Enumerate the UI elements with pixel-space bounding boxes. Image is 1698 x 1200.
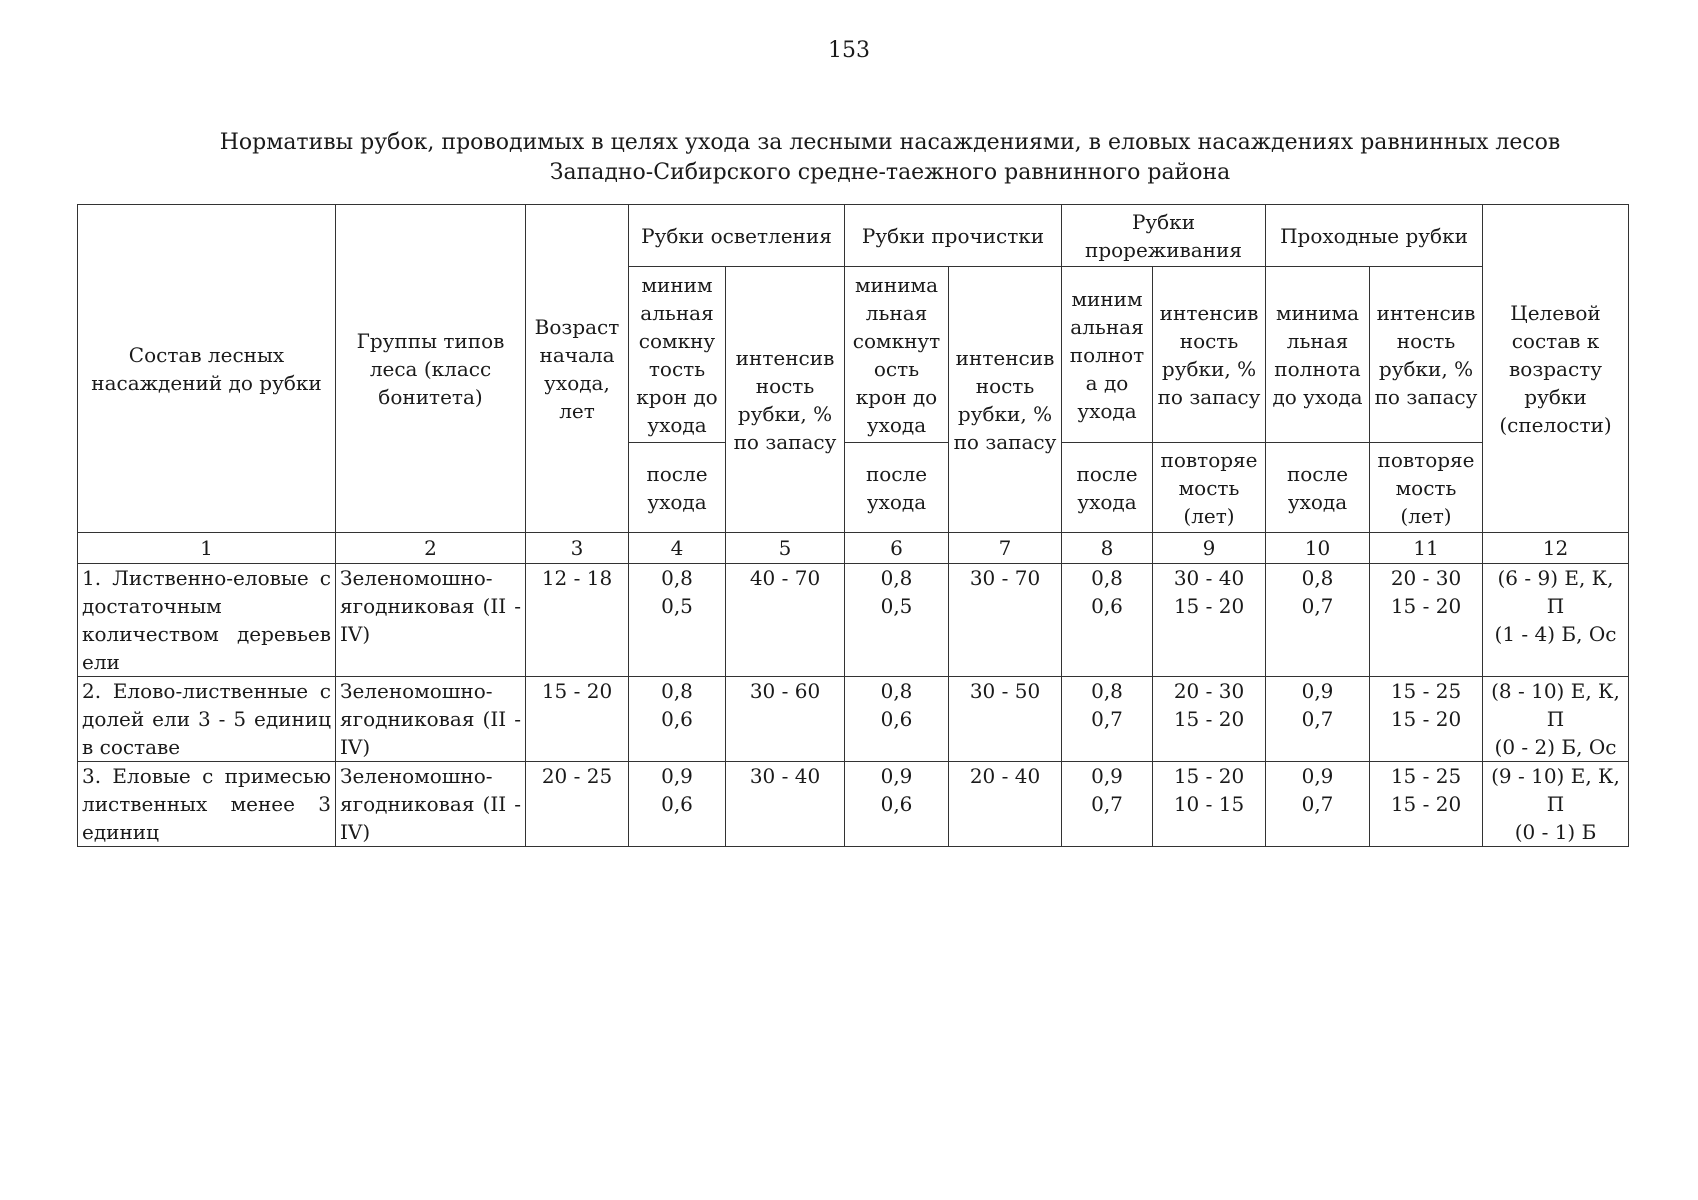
cell-c12-admix: (1 - 4) Б, Ос xyxy=(1494,622,1617,646)
table-title xyxy=(180,128,1600,188)
cell-c4-after: 0,5 xyxy=(661,594,693,618)
cell-c7: 30 - 50 xyxy=(949,677,1062,762)
header-group-osvetlenie: Рубки осветления xyxy=(629,205,845,267)
cell-c11 xyxy=(1370,762,1483,847)
header-c5: интенсив ность рубки, % по запасу xyxy=(726,267,845,533)
cell-c8 xyxy=(1062,564,1153,677)
cell-c9-intensity: 30 - 40 xyxy=(1173,566,1245,590)
cell-c8-after: 0,6 xyxy=(1091,594,1123,618)
column-number: 9 xyxy=(1153,533,1266,564)
cell-c10-after: 0,7 xyxy=(1301,594,1334,618)
cell-c12-admix: (0 - 2) Б, Ос xyxy=(1494,735,1617,759)
cell-c9-repeat: 10 - 15 xyxy=(1173,792,1245,816)
cell-c9-intensity: 15 - 20 xyxy=(1173,764,1245,788)
cell-c7: 30 - 70 xyxy=(949,564,1062,677)
column-number: 1 xyxy=(78,533,336,564)
cell-c7: 20 - 40 xyxy=(949,762,1062,847)
cell-c4-min: 0,9 xyxy=(661,764,693,788)
cell-c10-min: 0,8 xyxy=(1301,566,1334,590)
cell-c9-repeat: 15 - 20 xyxy=(1173,707,1245,731)
column-number: 11 xyxy=(1370,533,1483,564)
header-c7: интенсив ность рубки, % по запасу xyxy=(949,267,1062,533)
header-c11-top: интенсив ность рубки, % по запасу xyxy=(1370,267,1483,443)
cell-c4 xyxy=(629,564,726,677)
column-number: 8 xyxy=(1062,533,1153,564)
cell-c10 xyxy=(1266,564,1370,677)
table-row xyxy=(78,564,1629,677)
cell-c8-min: 0,8 xyxy=(1091,679,1123,703)
column-number: 12 xyxy=(1483,533,1629,564)
cell-c6 xyxy=(845,677,949,762)
header-group-prohodnye: Проходные рубки xyxy=(1266,205,1483,267)
cell-c11-intensity: 15 - 25 xyxy=(1390,679,1462,703)
header-c8-top: миним альная полнот а до ухода xyxy=(1062,267,1153,443)
cell-c11-repeat: 15 - 20 xyxy=(1390,792,1462,816)
cell-c12 xyxy=(1483,762,1629,847)
cell-c8 xyxy=(1062,762,1153,847)
cell-c5: 40 - 70 xyxy=(726,564,845,677)
cell-c4 xyxy=(629,762,726,847)
cell-forest-group: Зеленомошно-ягодниковая (II - IV) xyxy=(336,762,526,847)
cell-c10-after: 0,7 xyxy=(1301,707,1334,731)
cell-c6-after: 0,6 xyxy=(880,792,913,816)
header-c9-bottom: повторяе мость (лет) xyxy=(1153,443,1266,533)
header-c6-top: минима льная сомкнут ость крон до ухода xyxy=(845,267,949,443)
cell-c8-after: 0,7 xyxy=(1091,707,1123,731)
cell-c12-main: (8 - 10) Е, К, П xyxy=(1491,679,1620,731)
cell-c10-after: 0,7 xyxy=(1301,792,1334,816)
column-number: 4 xyxy=(629,533,726,564)
column-number: 10 xyxy=(1266,533,1370,564)
column-number: 6 xyxy=(845,533,949,564)
cell-c4-min: 0,8 xyxy=(661,679,693,703)
cell-c8-after: 0,7 xyxy=(1091,792,1123,816)
header-c9-top: интенсив ность рубки, % по запасу xyxy=(1153,267,1266,443)
cell-c10 xyxy=(1266,677,1370,762)
header-group-prorezhivanie: Рубки прореживания xyxy=(1062,205,1266,267)
header-c10-top: минима льная полнота до ухода xyxy=(1266,267,1370,443)
cell-c6 xyxy=(845,564,949,677)
cell-c11 xyxy=(1370,564,1483,677)
cell-forest-group: Зеленомошно-ягодниковая (II - IV) xyxy=(336,677,526,762)
cell-c6-after: 0,6 xyxy=(880,707,913,731)
cell-c6-after: 0,5 xyxy=(880,594,913,618)
cell-c9 xyxy=(1153,762,1266,847)
table-row xyxy=(78,762,1629,847)
title-line-2: Западно-Сибирского средне-таежного равнинного района xyxy=(549,160,1231,185)
cell-c5: 30 - 60 xyxy=(726,677,845,762)
cell-c4 xyxy=(629,677,726,762)
header-start-age: Возраст начала ухода, лет xyxy=(526,205,629,533)
header-target-composition: Целевой состав к возрасту рубки (спелости) xyxy=(1483,205,1629,533)
cell-c12-main: (9 - 10) Е, К, П xyxy=(1491,764,1620,816)
cell-c5: 30 - 40 xyxy=(726,762,845,847)
table-row xyxy=(78,677,1629,762)
cell-composition: 2. Елово-лиственные с долей ели 3 - 5 единиц в составе xyxy=(78,677,336,762)
column-numbers-row xyxy=(78,533,1629,564)
cell-c9 xyxy=(1153,677,1266,762)
cell-c8-min: 0,8 xyxy=(1091,566,1123,590)
cell-c11-intensity: 15 - 25 xyxy=(1390,764,1462,788)
column-number: 3 xyxy=(526,533,629,564)
header-c4-top: миним альная сомкну тость крон до ухода xyxy=(629,267,726,443)
column-number: 2 xyxy=(336,533,526,564)
cell-forest-group: Зеленомошно-ягодниковая (II - IV) xyxy=(336,564,526,677)
header-group-prochistka: Рубки прочистки xyxy=(845,205,1062,267)
cell-c9-repeat: 15 - 20 xyxy=(1173,594,1245,618)
cell-c4-min: 0,8 xyxy=(661,566,693,590)
cell-c9-intensity: 20 - 30 xyxy=(1173,679,1245,703)
page-number: 153 xyxy=(828,38,870,63)
header-c10-bottom: после ухода xyxy=(1266,443,1370,533)
cell-c6-min: 0,8 xyxy=(880,679,913,703)
cell-c10 xyxy=(1266,762,1370,847)
header-c11-bottom: повторяе мость (лет) xyxy=(1370,443,1483,533)
cell-c4-after: 0,6 xyxy=(661,707,693,731)
cell-c12 xyxy=(1483,677,1629,762)
cell-c10-min: 0,9 xyxy=(1301,764,1334,788)
title-line-1: Нормативы рубок, проводимых в целях ухода за лесными насаждениями, в еловых насаждениях равнинных лесов xyxy=(219,130,1561,155)
cell-c4-after: 0,6 xyxy=(661,792,693,816)
cell-c12-admix: (0 - 1) Б xyxy=(1514,820,1597,844)
column-number: 7 xyxy=(949,533,1062,564)
cell-c9 xyxy=(1153,564,1266,677)
cell-age: 20 - 25 xyxy=(526,762,629,847)
norms-table xyxy=(77,204,1629,847)
cell-c6-min: 0,8 xyxy=(880,566,913,590)
column-number: 5 xyxy=(726,533,845,564)
cell-c11-repeat: 15 - 20 xyxy=(1390,594,1462,618)
cell-c6-min: 0,9 xyxy=(880,764,913,788)
cell-c11-intensity: 20 - 30 xyxy=(1390,566,1462,590)
cell-c8-min: 0,9 xyxy=(1091,764,1123,788)
cell-c12 xyxy=(1483,564,1629,677)
cell-age: 12 - 18 xyxy=(526,564,629,677)
cell-composition: 3. Еловые с примесью лиственных менее 3 единиц xyxy=(78,762,336,847)
cell-age: 15 - 20 xyxy=(526,677,629,762)
header-c4-bottom: после ухода xyxy=(629,443,726,533)
cell-composition: 1. Лиственно-еловые с достаточным количеством деревьев ели xyxy=(78,564,336,677)
cell-c12-main: (6 - 9) Е, К, П xyxy=(1497,566,1614,618)
cell-c10-min: 0,9 xyxy=(1301,679,1334,703)
header-forest-group: Группы типов леса (класс бонитета) xyxy=(336,205,526,533)
cell-c11 xyxy=(1370,677,1483,762)
header-composition: Состав лесных насаждений до рубки xyxy=(78,205,336,533)
cell-c6 xyxy=(845,762,949,847)
cell-c8 xyxy=(1062,677,1153,762)
cell-c11-repeat: 15 - 20 xyxy=(1390,707,1462,731)
header-c6-bottom: после ухода xyxy=(845,443,949,533)
header-c8-bottom: после ухода xyxy=(1062,443,1153,533)
